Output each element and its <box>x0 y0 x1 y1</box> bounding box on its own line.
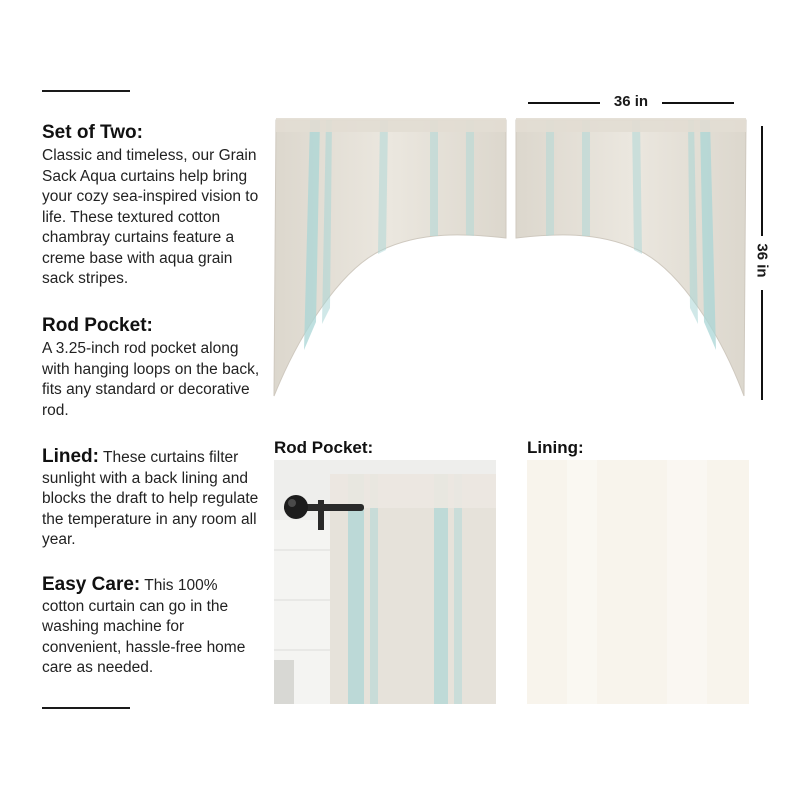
dimension-line <box>761 290 763 400</box>
top-divider <box>42 90 130 92</box>
section-easy-care <box>42 575 264 679</box>
section-title: Rod Pocket: <box>42 315 153 336</box>
lining-caption: Lining: <box>527 438 584 457</box>
section-title: Lined: <box>42 446 99 467</box>
width-dimension <box>528 93 734 113</box>
width-label: 36 in <box>613 93 649 110</box>
dimension-line <box>662 102 734 104</box>
dimension-line <box>761 126 763 236</box>
section-title: Easy Care: <box>42 574 141 595</box>
section-body: These curtains filter sunlight with a back lining and blocks the draft to help regulate the temperature in any room all year. <box>42 449 259 548</box>
swag-curtains-image <box>270 112 750 402</box>
section-rod-pocket <box>42 315 264 421</box>
height-dimension <box>752 126 772 400</box>
rod-pocket-photo <box>274 460 496 704</box>
height-label: 36 in <box>753 243 771 278</box>
section-title: Set of Two: <box>42 122 143 143</box>
lining-photo <box>527 460 749 704</box>
right-swag-panel <box>516 118 746 396</box>
section-body: This 100% cotton curtain can go in the washing machine for convenient, hassle-free home care as needed. <box>42 577 246 676</box>
rod-pocket-caption: Rod Pocket: <box>274 438 374 457</box>
left-swag-panel <box>274 118 506 396</box>
section-set-of-two <box>42 122 264 290</box>
section-body: A 3.25-inch rod pocket along with hanging loops on the back, fits any standard or decorative rod. <box>42 340 260 419</box>
section-lined <box>42 447 264 551</box>
section-body: Classic and timeless, our Grain Sack Aqua curtains help bring your cozy sea-inspired vision to life. These textured cotton chambray curtains feature a creme base with aqua grain sack stripes. <box>42 147 259 287</box>
bottom-divider <box>42 707 130 709</box>
